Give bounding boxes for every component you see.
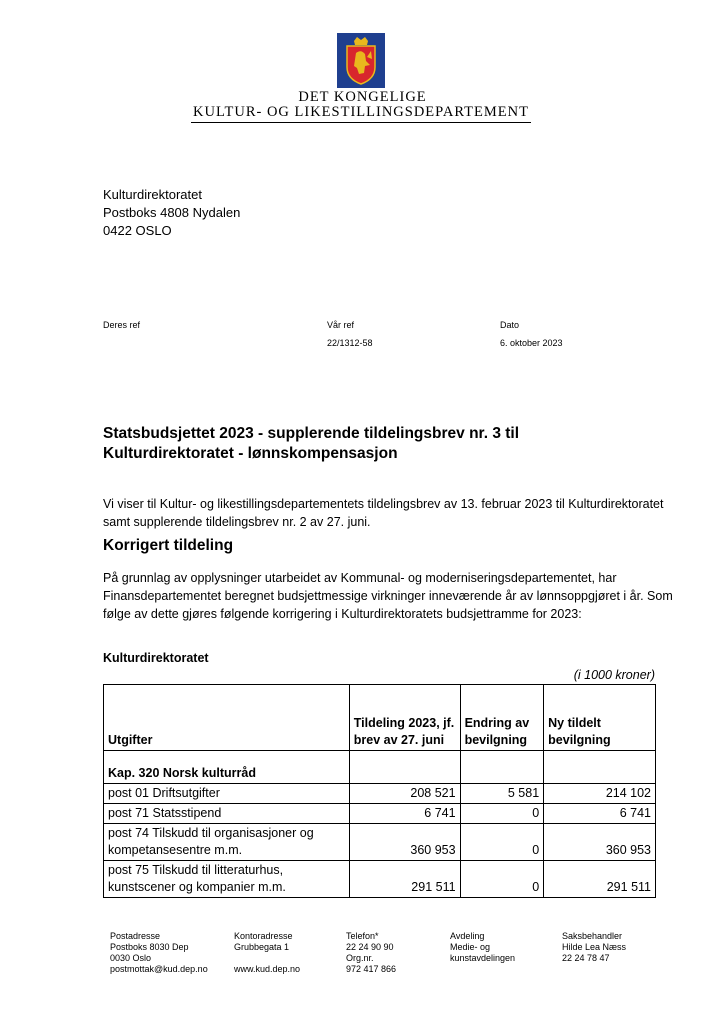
tildeling-value: 6 741	[349, 804, 460, 824]
date-value: 6. oktober 2023	[500, 338, 563, 348]
section-heading: Korrigert tildeling	[103, 537, 234, 554]
footer-avdeling	[450, 931, 515, 964]
empty-cell	[349, 751, 460, 784]
ny-value: 6 741	[544, 804, 656, 824]
recipient-city: 0422 OSLO	[103, 223, 172, 238]
col-header-tildeling: Tildeling 2023, jf. brev av 27. juni	[349, 685, 460, 751]
col-header-ny: Ny tildelt bevilgning	[544, 685, 656, 751]
table-row	[104, 824, 656, 861]
footer-label: Postadresse	[110, 931, 161, 941]
footer-text: Postboks 8030 Dep	[110, 942, 189, 952]
footer-email[interactable]: postmottak@kud.dep.no	[110, 964, 208, 974]
letter-title-line1: Statsbudsjettet 2023 - supplerende tildelingsbrev nr. 3 til	[103, 425, 520, 442]
footer-website-link[interactable]: www.kud.dep.no	[234, 964, 301, 974]
empty-cell	[544, 751, 656, 784]
footer-text	[234, 953, 300, 964]
col-header-endring: Endring av bevilgning	[460, 685, 544, 751]
table-row	[104, 751, 656, 784]
footer-text: 972 417 866	[346, 964, 397, 974]
post-name: post 71 Statsstipend	[104, 804, 350, 824]
footer-text: 22 24 90 90	[346, 942, 394, 952]
footer-postadresse	[110, 931, 208, 975]
footer-text: Org.nr.	[346, 953, 374, 963]
footer-text: Hilde Lea Næss	[562, 942, 627, 952]
footer-saksbehandler	[562, 931, 626, 964]
table-row	[104, 804, 656, 824]
var-ref-value: 22/1312-58	[327, 338, 373, 348]
table-row	[104, 861, 656, 898]
ministry-name-line2: KULTUR- OG LIKESTILLINGSDEPARTEMENT	[191, 104, 531, 123]
letter-title	[103, 424, 663, 464]
footer-text: 0030 Oslo	[110, 953, 152, 963]
col-header-utgifter: Utgifter	[104, 685, 350, 751]
ny-value: 214 102	[544, 784, 656, 804]
recipient-name: Kulturdirektoratet	[103, 187, 202, 202]
footer-kontoradresse	[234, 931, 300, 975]
recipient-address	[103, 186, 240, 240]
footer-label: Saksbehandler	[562, 931, 623, 941]
footer-text: Medie- og	[450, 942, 491, 952]
footer-text: kunstavdelingen	[450, 953, 516, 963]
coat-of-arms-logo	[337, 33, 385, 88]
ny-value: 291 511	[544, 861, 656, 898]
section-paragraph: På grunnlag av opplysninger utarbeidet av Kommunal- og moderniseringsdepartementet, har Finansdepartementet beregnet budsjettmessige virkninger inneværende år av lønnsoppgjøret i år. Som følge av dette gjøres følgende korrigering i Kulturdirektoratets budsjettramme for 2023:	[103, 571, 673, 621]
footer-label: Telefon*	[346, 931, 379, 941]
var-ref-label: Vår ref	[327, 320, 355, 330]
post-name: post 74 Tilskudd til organisasjoner og kompetansesentre m.m.	[104, 824, 350, 861]
chapter-label: Kap. 320 Norsk kulturråd	[104, 751, 350, 784]
endring-value: 0	[460, 861, 544, 898]
post-name: post 01 Driftsutgifter	[104, 784, 350, 804]
deres-ref-label: Deres ref	[103, 320, 141, 330]
endring-value: 0	[460, 804, 544, 824]
table-header-row	[104, 685, 656, 751]
tildeling-value: 360 953	[349, 824, 460, 861]
budget-table	[103, 684, 656, 898]
tildeling-value: 208 521	[349, 784, 460, 804]
ny-value: 360 953	[544, 824, 656, 861]
footer-label: Avdeling	[450, 931, 485, 941]
endring-value: 5 581	[460, 784, 544, 804]
table-heading: Kulturdirektoratet	[103, 651, 209, 665]
intro-paragraph: Vi viser til Kultur- og likestillingsdepartementets tildelingsbrev av 13. februar 2023 til Kulturdirektoratet samt supplerende tildelingsbrev nr. 2 av 27. juni.	[103, 497, 664, 529]
empty-cell	[460, 751, 544, 784]
footer-label: Kontoradresse	[234, 931, 293, 941]
table-row	[104, 784, 656, 804]
tildeling-value: 291 511	[349, 861, 460, 898]
date-label: Dato	[500, 320, 520, 330]
recipient-street: Postboks 4808 Nydalen	[103, 205, 241, 220]
ministry-name-line1: DET KONGELIGE	[298, 89, 427, 105]
footer-text: Grubbegata 1	[234, 942, 290, 952]
footer-text: 22 24 78 47	[562, 953, 610, 963]
post-name: post 75 Tilskudd til litteraturhus, kunstscener og kompanier m.m.	[104, 861, 350, 898]
endring-value: 0	[460, 824, 544, 861]
letter-title-line2: Kulturdirektoratet - lønnskompensasjon	[103, 445, 398, 462]
footer-telefon	[346, 931, 396, 975]
table-unit: (i 1000 kroner)	[573, 668, 655, 682]
